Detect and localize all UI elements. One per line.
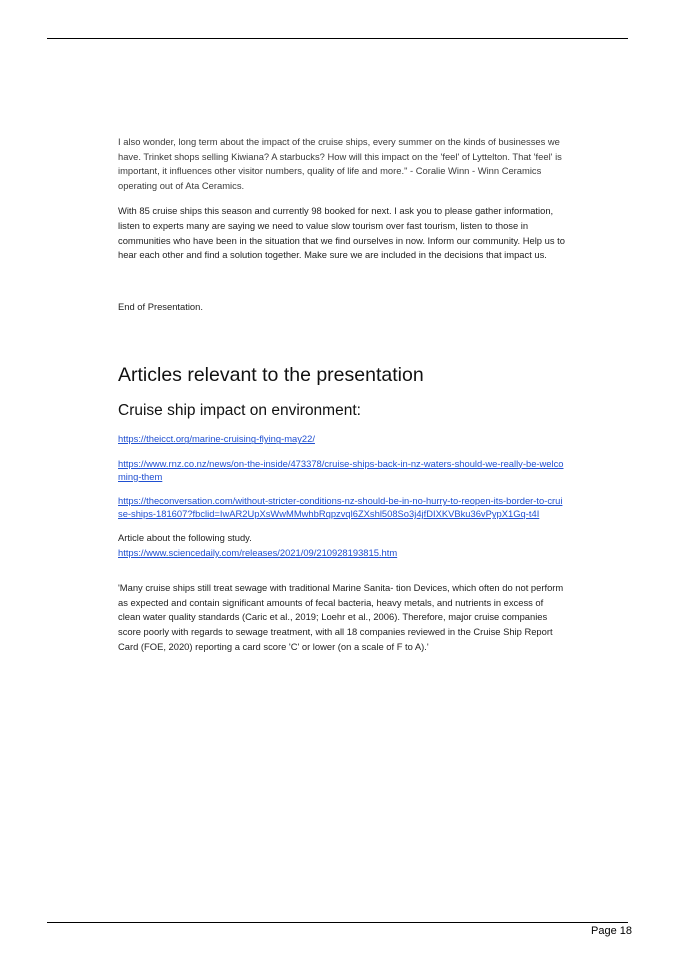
page-body <box>118 135 566 654</box>
articles-heading: Articles relevant to the presentation <box>118 364 424 387</box>
header-rule <box>47 38 628 39</box>
environment-subheading: Cruise ship impact on environment: <box>118 402 361 420</box>
study-intro: Article about the following study. <box>118 532 252 544</box>
study-quote: 'Many cruise ships still treat sewage with traditional Marine Sanita- tion Devices, which often do not perform as expected and contain significant amounts of fecal bacteria, heavy metals, and nutrients in excess of clean water quality standards (Caric et al., 2019; Loehr et al., 2006). Therefore, major cruise companies score poorly with regards to sewage treatment, with all 18 companies reviewed in the Cruise Ship Report Card (FOE, 2020) reporting a card score 'C' or lower (on a scale of F to A).' <box>118 582 564 652</box>
end-of-presentation: End of Presentation. <box>118 300 203 312</box>
appeal-paragraph: With 85 cruise ships this season and currently 98 booked for next. I ask you to please gather information, listen to experts many are saying we need to value slow tourism over fast tourism, listen to those in communities who have been in the situation that we find ourselves in now. Inform our community. Help us to hear each other and find a solution together. Make sure we are included in the decisions that impact us. <box>118 205 565 261</box>
link-rnz[interactable]: https://www.rnz.co.nz/news/on-the-inside/473378/cruise-ships-back-in-nz-waters-should-we-really-be-welcoming-them <box>118 457 564 482</box>
coralie-winn-quote: I also wonder, long term about the impact of the cruise ships, every summer on the kinds of businesses we have. Trinket shops selling Kiwiana? A starbucks? How will this impact on the 'feel' of Lyttelton. That 'feel' is important, it influences other visitor numbers, quality of life and more." - Coralie Winn - Winn Ceramics operating out of Ata Ceramics. <box>118 136 562 191</box>
link-sciencedaily[interactable]: https://www.sciencedaily.com/releases/2021/09/210928193815.htm <box>118 546 398 558</box>
link-theconversation[interactable]: https://theconversation.com/without-stricter-conditions-nz-should-be-in-no-hurry-to-reopen-its-border-to-cruise-ships-181607?fbclid=IwAR2UpXsWwMMwhbRqpzvql6ZXshl508So3j4jfDIXKVBku36vPypX1Gq-t4I <box>118 494 563 520</box>
link-theicct[interactable]: https://theicct.org/marine-cruising-flying-may22/ <box>118 433 315 445</box>
footer-rule <box>47 922 628 923</box>
page-number: Page 18 <box>591 925 632 937</box>
